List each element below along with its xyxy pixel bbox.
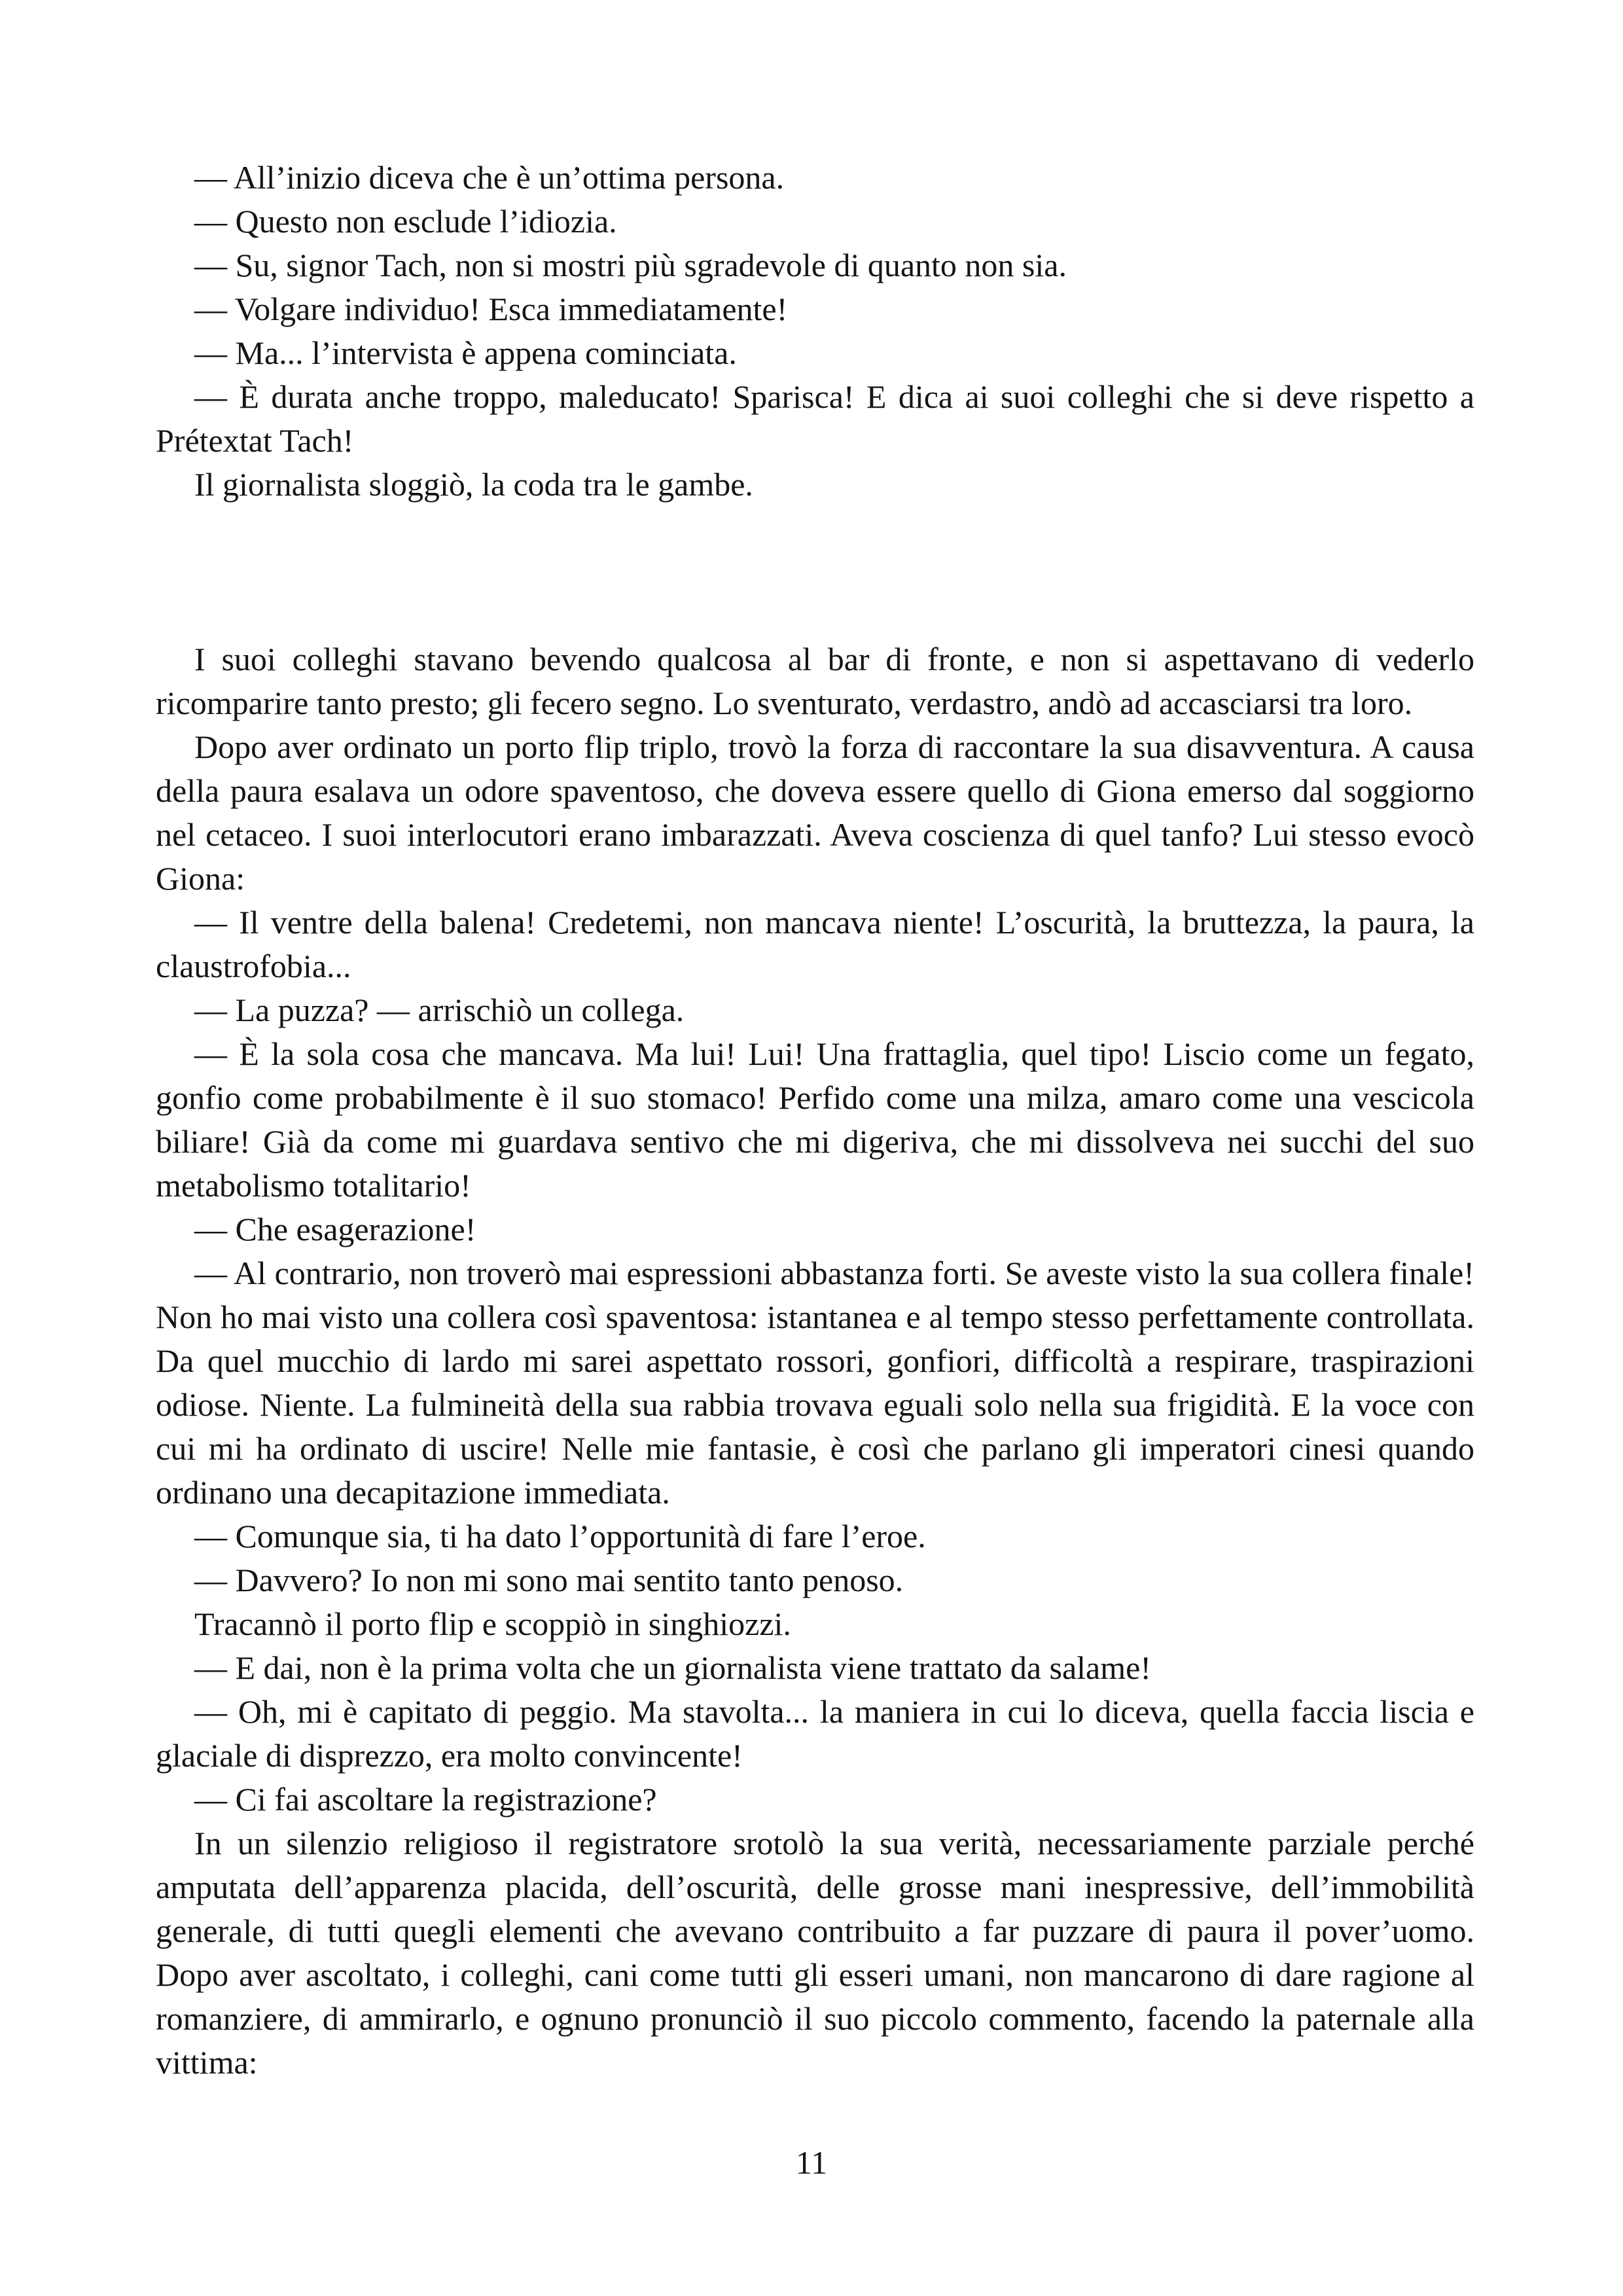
paragraph: Dopo aver ordinato un porto flip triplo, trovò la forza di raccontare la sua disavventura. A causa della paura esalava un odore spaventoso, che doveva essere quello di Giona emerso dal soggiorno nel cetaceo. I suoi interlocutori erano imbarazzati. Aveva coscienza di quel tanfo? Lui stesso evocò Giona: (156, 728, 1474, 897)
paragraph: Tracannò il porto flip e scoppiò in singhiozzi. (194, 1605, 791, 1642)
paragraph: — E dai, non è la prima volta che un giornalista viene trattato da salame! (194, 1649, 1151, 1686)
paragraph: — Su, signor Tach, non si mostri più sgradevole di quanto non sia. (194, 247, 1067, 283)
book-page (156, 156, 1474, 2085)
paragraph: — Al contrario, non troverò mai espressioni abbastanza forti. Se aveste visto la sua collera finale! Non ho mai visto una collera così spaventosa: istantanea e al tempo stesso perfettamente controllata. Da quel mucchio di lardo mi sarei aspettato rossori, gonfiori, difficoltà a respirare, traspirazioni odiose. Niente. La fulmineità della sua rabbia trovava eguali solo nella sua frigidità. E la voce con cui mi ha ordinato di uscire! Nelle mie fantasie, è così che parlano gli imperatori cinesi quando ordinano una decapitazione immediata. (156, 1255, 1474, 1511)
paragraph: — Davvero? Io non mi sono mai sentito tanto penoso. (194, 1562, 904, 1598)
paragraph: — Che esagerazione! (194, 1211, 476, 1247)
paragraph: — È durata anche troppo, maleducato! Sparisca! E dica ai suoi colleghi che si deve rispetto a Prétextat Tach! (156, 378, 1474, 459)
paragraph: — Comunque sia, ti ha dato l’opportunità di fare l’eroe. (194, 1518, 926, 1554)
paragraph: In un silenzio religioso il registratore srotolò la sua verità, necessariamente parziale perché amputata dell’apparenza placida, dell’oscurità, delle grosse mani inespressive, dell’immobilità generale, di tutti quegli elementi che avevano contribuito a far puzzare di paura il pover’uomo. Dopo aver ascoltato, i colleghi, cani come tutti gli esseri umani, non mancarono di dare ragione al romanziere, di ammirarlo, e ognuno pronunciò il suo piccolo commento, facendo la paternale alla vittima: (156, 1825, 1474, 2081)
paragraph: — All’inizio diceva che è un’ottima persona. (194, 159, 785, 196)
paragraph: — Ci fai ascoltare la registrazione? (194, 1781, 657, 1818)
page-number: 11 (795, 2144, 828, 2181)
paragraph: — Il ventre della balena! Credetemi, non mancava niente! L’oscurità, la bruttezza, la paura, la claustrofobia... (156, 904, 1474, 984)
paragraph: I suoi colleghi stavano bevendo qualcosa al bar di fronte, e non si aspettavano di vederlo ricomparire tanto presto; gli fecero segno. Lo sventurato, verdastro, andò ad accasciarsi tra loro. (156, 641, 1474, 721)
paragraph: Il giornalista sloggiò, la coda tra le gambe. (194, 466, 753, 503)
text-section-bar-scene (156, 637, 1474, 2085)
text-section-dialogue (156, 156, 1474, 507)
paragraph: — Ma... l’intervista è appena cominciata. (194, 334, 737, 371)
paragraph: — Volgare individuo! Esca immediatamente! (194, 291, 788, 327)
paragraph: — È la sola cosa che mancava. Ma lui! Lui! Una frattaglia, quel tipo! Liscio come un fegato, gonfio come probabilmente è il suo stomaco! Perfido come una milza, amaro come una vescicola biliare! Già da come mi guardava sentivo che mi digeriva, che mi dissolveva nei succhi del suo metabolismo totalitario! (156, 1035, 1474, 1204)
paragraph: — La puzza? — arrischiò un collega. (194, 992, 685, 1028)
paragraph: — Questo non esclude l’idiozia. (194, 203, 617, 240)
paragraph: — Oh, mi è capitato di peggio. Ma stavolta... la maniera in cui lo diceva, quella faccia liscia e glaciale di disprezzo, era molto convincente! (156, 1693, 1474, 1774)
